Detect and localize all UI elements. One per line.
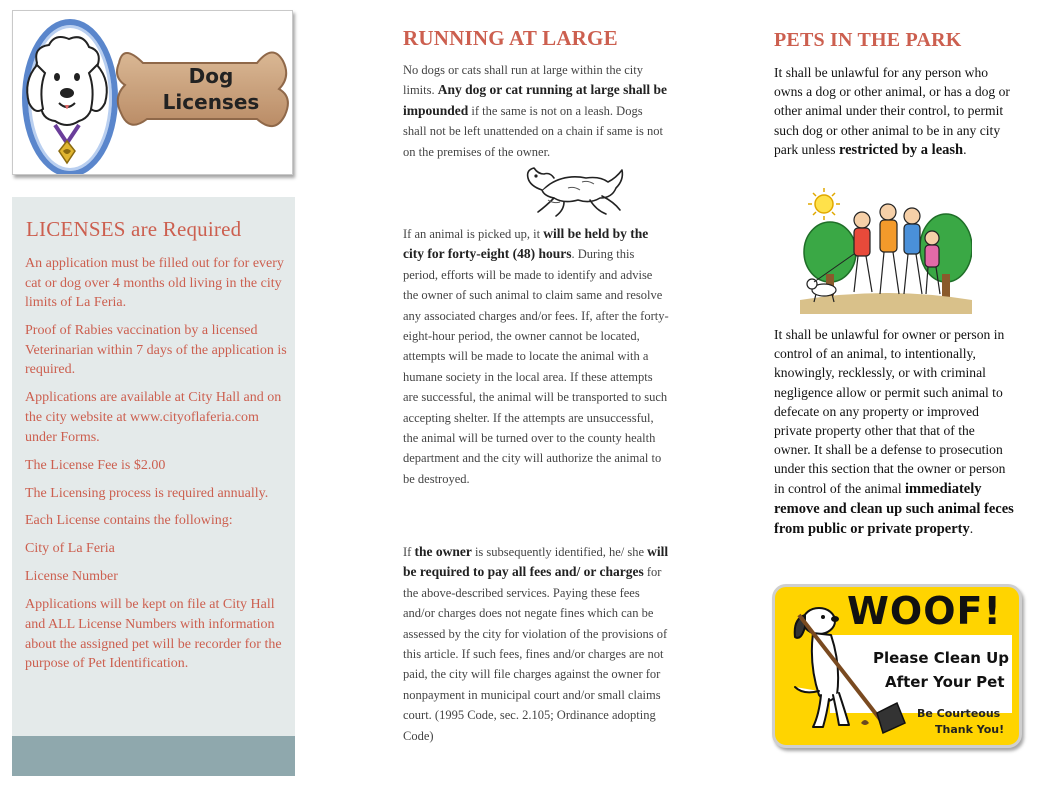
text-run: is subsequently identified, he/ she <box>471 545 648 559</box>
text-run: No dogs or cats shall run at large within the city limits. <box>403 63 643 98</box>
park-leash-paragraph <box>774 63 1014 160</box>
sign-small-line-1: Be Courteous <box>917 707 1001 720</box>
left-panel-footer-band <box>12 736 295 776</box>
licenses-list <box>25 254 287 682</box>
bold-run: restricted by a leash <box>838 141 964 158</box>
license-item: An application must be filled out for for every cat or dog over 4 months old living in the city limits of La Feria. <box>25 256 284 311</box>
license-item: Proof of Rabies vaccination by a licensed Veterinarian within 7 days of the application is required. <box>25 323 287 378</box>
owner-fees-paragraph <box>403 542 669 746</box>
running-dog-icon <box>520 160 630 222</box>
license-item: License Number <box>25 569 118 585</box>
bold-run: the owner <box>414 544 472 559</box>
logo-line-1: Dog <box>188 64 234 88</box>
bold-run: will be required to pay all fees and/ or charges <box>403 544 669 580</box>
text-run: If an animal is picked up, it <box>403 227 544 241</box>
woof-cleanup-sign <box>772 584 1022 748</box>
text-run: . <box>963 141 967 157</box>
text-run: If <box>403 545 415 559</box>
logo-text <box>151 63 271 115</box>
park-cleanup-paragraph <box>774 325 1014 539</box>
licenses-heading: LICENSES are Required <box>26 217 242 241</box>
text-run: if the same is not on a leash. Dogs shall not be left unattended on a chain if same is not on the premises of the owner. <box>403 103 663 159</box>
license-item: Applications are available at City Hall and on the city website at www.cityoflaferia.com under Forms. <box>25 390 282 445</box>
license-item: Applications will be kept on file at City Hall and ALL License Numbers with information about the assigned pet will be recorder for the purpose of Pet Identification. <box>25 597 282 672</box>
bold-run: Any dog or cat running at large shall be impounded <box>403 82 668 118</box>
text-run: . <box>969 521 974 537</box>
sign-small-line-2: Thank You! <box>935 723 1005 736</box>
license-item: City of La Feria <box>25 541 115 557</box>
text-run: It shall be unlawful for any person who owns a dog or other animal, or has a dog or other animal under their control, to permit such dog or other animal to be in any city park unless <box>774 65 1010 157</box>
license-item: The License Fee is $2.00 <box>25 457 166 473</box>
impound-hold-paragraph <box>403 224 669 489</box>
license-item: The Licensing process is required annually. <box>25 485 269 501</box>
running-at-large-paragraph <box>403 60 669 162</box>
text-run: for the above-described services. Paying these fees and/or charges does not negate fines which can be assessed by the city for violation of the provisions of this article. If such fees, fines and/or charges are not paid, the city will file charges against the owner for nonpayment in municipal court and/or small claims court. (1995 Code, sec. 2.105; Ordinance adopting Code) <box>403 565 668 743</box>
license-item: Each License contains the following: <box>25 513 233 529</box>
dog-face-icon <box>19 25 115 175</box>
logo-line-2: Licenses <box>162 90 260 114</box>
text-run: . During this period, efforts will be made to identify and advise the owner of such animal to claim same and resolve any associated charges and/or fees. If, after the forty-eight-hour period, the owner cannot be located, attempts will be made to locate the animal with a humane society in the local area. If these attempts are successful, the animal will be transported to such accepting shelter. If the attempts are unsuccessful, the animal will be turned over to the county health department and the city will authorize the animal to be destroyed. <box>403 247 669 486</box>
sign-title: WOOF! <box>847 589 1002 633</box>
dog-licenses-logo <box>12 10 293 175</box>
bold-run: will be held by the city for forty-eight (48) hours <box>403 226 649 262</box>
park-walkers-icon <box>800 182 972 314</box>
sign-line-2: After Your Pet <box>885 673 1005 691</box>
sign-line-1: Please Clean Up <box>873 649 1010 667</box>
running-at-large-heading: RUNNING AT LARGE <box>403 26 618 50</box>
bold-run: immediately remove and clean up such animal feces from public or private property <box>774 480 1014 538</box>
pets-in-park-heading: PETS IN THE PARK <box>774 29 962 51</box>
text-run: It shall be unlawful for owner or person in control of an animal, to intentionally, knowingly, recklessly, or with criminal negligence allow or permit such animal to defecate on any property or improved private property other that that of the owner. It shall be a defense to prosecution under this section that the owner or person in control of the animal <box>774 327 1006 496</box>
